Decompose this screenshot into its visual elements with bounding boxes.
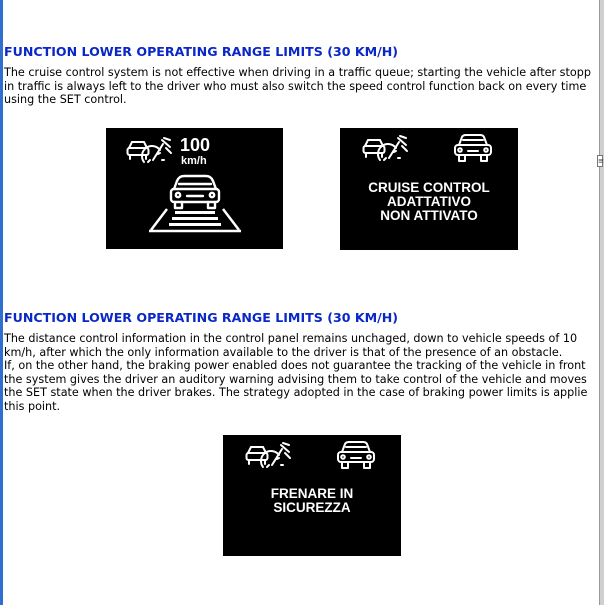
section-1-paragraph [4, 66, 599, 107]
section-2-paragraph [4, 332, 599, 413]
cruise-not-active-panel [340, 128, 518, 250]
cruise-control-gauge-icon [245, 441, 291, 471]
left-accent-border [0, 0, 3, 605]
paragraph-line: If, on the other hand, the braking power enabled does not guarantee the tracking of the vehicle in front [4, 359, 586, 372]
brake-warning-panel [223, 435, 401, 556]
section-2-heading: FUNCTION LOWER OPERATING RANGE LIMITS (30 KM/H) [4, 310, 399, 325]
section-1-heading: FUNCTION LOWER OPERATING RANGE LIMITS (30 KM/H) [4, 44, 399, 59]
vehicle-front-icon [336, 441, 376, 471]
vehicle-ahead-on-road-icon [149, 175, 241, 233]
paragraph-line: using the SET control. [4, 93, 127, 106]
paragraph-line: The distance control information in the control panel remains unchaged, down to vehicle speeds of 10 [4, 332, 578, 345]
paragraph-line: the SET state when the driver brakes. The strategy adopted in the case of braking power limits is applie [4, 386, 588, 399]
paragraph-line: The cruise control system is not effective when driving in a traffic queue; starting the vehicle after stopp [4, 66, 591, 79]
paragraph-line: this point. [4, 399, 61, 413]
panel-message-line: SICUREZZA [273, 500, 351, 515]
paragraph-line: the system gives the driver an auditory warning advising them to take control of the vehicle and moves [4, 372, 587, 386]
speed-display-panel [106, 128, 283, 249]
paragraph-line: km/h, after which the only information available to the driver is that of the presence of an obstacle. [4, 345, 563, 359]
speed-unit: km/h [181, 155, 207, 167]
vertical-scrollbar[interactable] [599, 0, 604, 605]
speed-value: 100 [180, 135, 211, 155]
scrollbar-grip-icon[interactable]: ≡ [598, 157, 604, 165]
paragraph-line: in traffic is always left to the driver who must also switch the speed control function back on every time [4, 79, 587, 93]
panel-message-line: ADATTATIVO [387, 194, 471, 209]
cruise-control-gauge-icon [362, 134, 408, 164]
vehicle-front-icon [453, 134, 493, 164]
panel-message-line: FRENARE IN [270, 486, 354, 501]
cruise-control-gauge-icon [126, 136, 172, 166]
panel-message-line: CRUISE CONTROL [368, 180, 490, 195]
panel-message-line: NON ATTIVATO [380, 208, 478, 223]
